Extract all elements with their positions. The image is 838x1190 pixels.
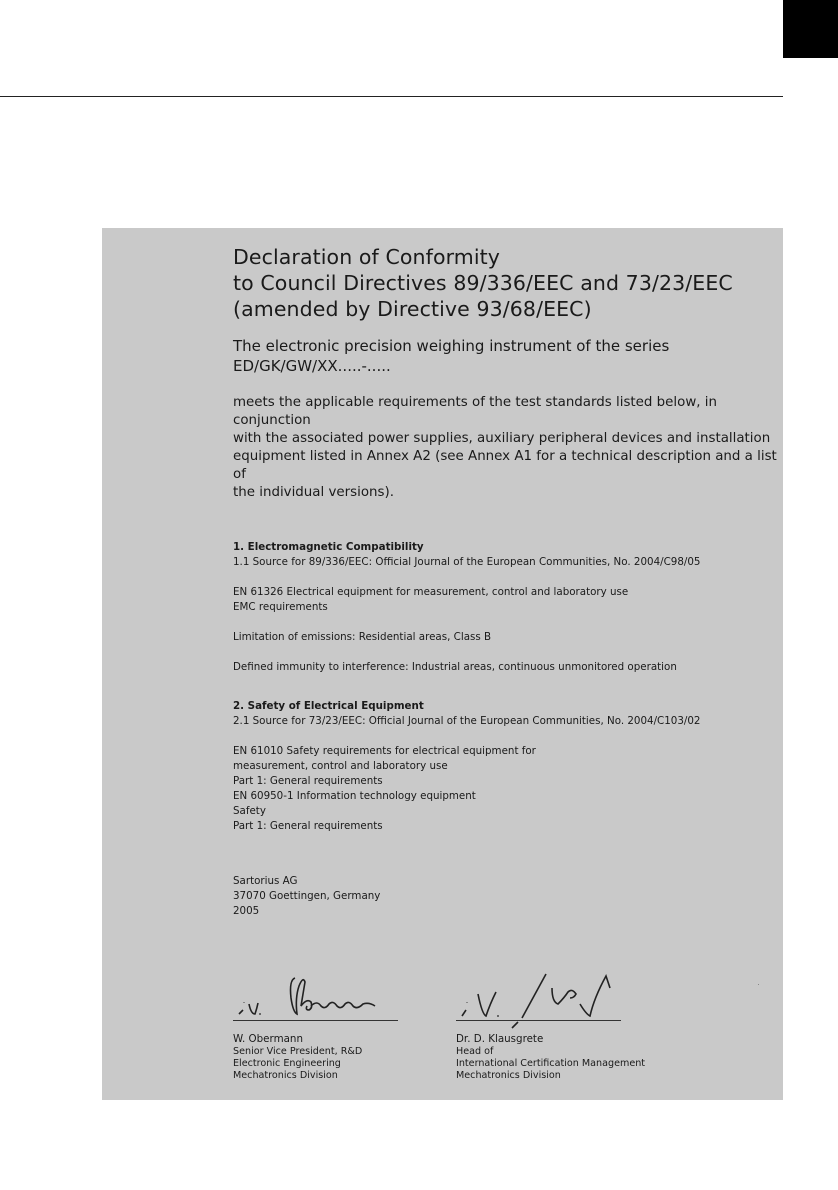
scan-speck [758,984,759,985]
standard-line: Safety [233,805,266,817]
company-address [233,874,778,919]
signature-line [233,1020,398,1021]
signatory-name: Dr. D. Klausgrete [456,1033,544,1045]
standard-line: Part 1: General requirements [233,820,383,832]
standard-line: Limitation of emissions: Residential areas, Class B [233,631,492,643]
standard-line: Part 1: General requirements [233,775,383,787]
standard-line: EN 61326 Electrical equipment for measurement, control and laboratory use [233,586,629,598]
signatory-title: Senior Vice President, R&D [233,1046,363,1057]
section-safety [233,699,778,834]
page-edge-tab [783,0,838,58]
section-source: 2.1 Source for 73/23/EEC: Official Journal of the European Communities, No. 2004/C103/02 [233,715,701,727]
standard-line: EMC requirements [233,601,328,613]
signatory-title: Electronic Engineering [233,1058,341,1069]
header-rule [0,96,783,97]
declaration-title: Declaration of Conformity to Council Directives 89/336/EEC and 73/23/EEC (amended by Directive 93/68/EEC) [233,245,733,321]
signatory-name: W. Obermann [233,1033,303,1045]
company-line: Sartorius AG [233,875,298,887]
signatory-title: Mechatronics Division [456,1070,561,1081]
signatory-caption [456,1033,676,1082]
signatory-title: Head of [456,1046,494,1057]
instrument-series-heading: The electronic precision weighing instrument of the series ED/GK/GW/XX.....-..... [233,337,670,375]
section-source: 1.1 Source for 89/336/EEC: Official Journal of the European Communities, No. 2004/C98/05 [233,556,701,568]
company-line: 2005 [233,905,260,917]
standard-line: EN 61010 Safety requirements for electrical equipment for [233,745,536,757]
signatory-caption [233,1033,433,1082]
standard-line: Defined immunity to interference: Industrial areas, continuous unmonitored operation [233,661,677,673]
standard-line: EN 60950-1 Information technology equipment [233,790,476,802]
company-line: 37070 Goettingen, Germany [233,890,381,902]
section-heading: 1. Electromagnetic Compatibility [233,541,424,553]
section-heading: 2. Safety of Electrical Equipment [233,700,424,712]
declaration-panel [102,228,783,1100]
signature-obermann [233,968,403,1081]
signature-klausgrete [456,968,646,1081]
standard-line: measurement, control and laboratory use [233,760,448,772]
handwritten-signature-obermann [233,968,403,1024]
section-emc [233,540,778,675]
signatory-title: Mechatronics Division [233,1070,338,1081]
declaration-content [233,244,778,919]
signatory-title: International Certification Management [456,1058,646,1069]
intro-paragraph: meets the applicable requirements of the test standards listed below, in conjunction with the associated power supplies, auxiliary peripheral devices and installation equipment listed in Annex A2 (see Annex A1 for a technical description and a list of the individual versions). [233,395,777,500]
signature-line [456,1020,621,1021]
